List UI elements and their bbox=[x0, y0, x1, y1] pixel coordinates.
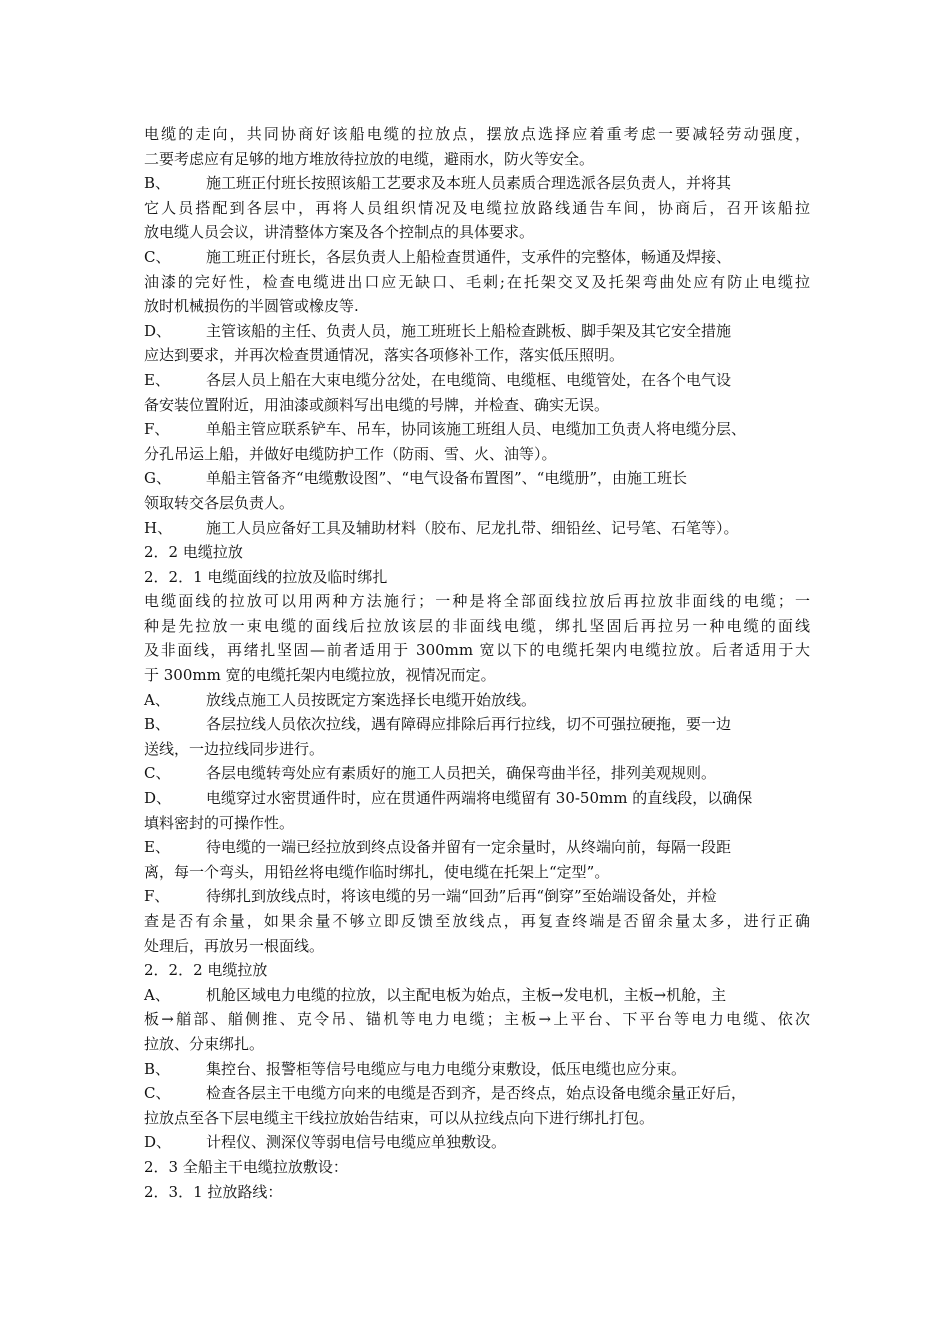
heading-text: 2．3．1 拉放路线： bbox=[144, 1182, 283, 1201]
item-marker: D、 bbox=[144, 789, 172, 808]
text-line bbox=[144, 1106, 810, 1131]
text-line bbox=[144, 196, 810, 221]
text-line bbox=[144, 491, 810, 516]
line-text: 送线，一边拉线同步进行。 bbox=[144, 739, 325, 758]
text-line bbox=[144, 122, 810, 147]
heading-text: 2．2．1 电缆面线的拉放及临时绑扎 bbox=[144, 567, 388, 586]
line-text: 放时机械损伤的半圆管或橡皮等. bbox=[144, 297, 359, 316]
line-text: 二要考虑应有足够的地方堆放待拉放的电缆，避雨水，防火等安全。 bbox=[144, 149, 595, 168]
text-line bbox=[144, 147, 810, 172]
line-text: 检查各层主干电缆方向来的电缆是否到齐，是否终点，始点设备电缆余量正好后， bbox=[206, 1084, 747, 1103]
item-marker: A、 bbox=[144, 690, 170, 709]
item-marker: A、 bbox=[144, 985, 170, 1004]
list-item bbox=[144, 688, 810, 713]
list-item bbox=[144, 1130, 810, 1155]
item-marker: D、 bbox=[144, 321, 172, 340]
line-text: 施工班正付班长，各层负责人上船检查贯通件，支承件的完整体，畅通及焊接、 bbox=[206, 247, 732, 266]
line-text: 单船主管应联系铲车、吊车，协同该施工班组人员、电缆加工负责人将电缆分层、 bbox=[206, 420, 747, 439]
item-marker: B、 bbox=[144, 715, 171, 734]
text-line bbox=[144, 860, 810, 885]
line-text: 机舱区域电力电缆的拉放，以主配电板为始点，主板→发电机，主板→机舱，主 bbox=[206, 985, 727, 1004]
subsection-heading bbox=[144, 1180, 810, 1205]
line-text: 种是先拉放一束电缆的面线后拉放该层的非面线电缆，绑扎坚固后再拉另一种电缆的面线 bbox=[144, 616, 810, 635]
item-marker: B、 bbox=[144, 1059, 171, 1078]
text-line bbox=[144, 811, 810, 836]
line-text: 待绑扎到放线点时，将该电缆的另一端“回劲”后再“倒穿”至始端设备处，并检 bbox=[206, 887, 717, 906]
line-text: 板→艏部、艏侧推、克令吊、锚机等电力电缆；主板→上平台、下平台等电力电缆、依次 bbox=[144, 1010, 810, 1029]
line-text: 主管该船的主任、负责人员，施工班班长上船检查跳板、脚手架及其它安全措施 bbox=[206, 321, 732, 340]
line-text: 电缆面线的拉放可以用两种方法施行；一种是将全部面线拉放后再拉放非面线的电缆；一 bbox=[144, 592, 810, 611]
line-text: 电缆的走向，共同协商好该船电缆的拉放点，摆放点选择应着重考虑一要减轻劳动强度， bbox=[144, 125, 810, 143]
item-marker: E、 bbox=[144, 370, 170, 389]
line-text: 应达到要求，并再次检查贯通情况，落实各项修补工作，落实低压照明。 bbox=[144, 346, 625, 365]
text-line bbox=[144, 393, 810, 418]
line-text: 施工班正付班长按照该船工艺要求及本班人员素质合理选派各层负责人，并将其 bbox=[206, 174, 732, 193]
subsection-heading bbox=[144, 565, 810, 590]
text-line bbox=[144, 934, 810, 959]
text-line bbox=[144, 1007, 810, 1032]
list-item bbox=[144, 516, 810, 541]
line-text: 填料密封的可操作性。 bbox=[144, 813, 295, 832]
list-item bbox=[144, 884, 810, 909]
item-marker: B、 bbox=[144, 174, 171, 193]
line-text: 油漆的完好性，检查电缆进出口应无缺口、毛刺;在托架交叉及托架弯曲处应有防止电缆拉 bbox=[144, 272, 810, 291]
text-line bbox=[144, 614, 810, 639]
heading-text: 2．3 全船主干电缆拉放敷设： bbox=[144, 1157, 348, 1176]
heading-text: 2．2 电缆拉放 bbox=[144, 543, 243, 562]
text-line bbox=[144, 270, 810, 295]
item-marker: G、 bbox=[144, 469, 171, 488]
item-marker: C、 bbox=[144, 764, 171, 783]
text-line bbox=[144, 909, 810, 934]
list-item bbox=[144, 1057, 810, 1082]
line-text: 它人员搭配到各层中，再将人员组织情况及电缆拉放路线通告车间，协商后，召开该船拉 bbox=[144, 198, 810, 217]
item-marker: H、 bbox=[144, 518, 173, 537]
section-heading bbox=[144, 1155, 810, 1180]
line-text: 各层人员上船在大束电缆分岔处，在电缆筒、电缆框、电缆管处，在各个电气设 bbox=[206, 370, 732, 389]
item-marker: D、 bbox=[144, 1133, 172, 1152]
text-line bbox=[144, 737, 810, 762]
line-text: 查是否有余量，如果余量不够立即反馈至放线点，再复查终端是否留余量太多，进行正确 bbox=[144, 912, 810, 930]
line-text: 分孔吊运上船，并做好电缆防护工作（防雨、雪、火、油等）。 bbox=[144, 444, 557, 463]
line-text: 领取转交各层负责人。 bbox=[144, 493, 295, 512]
line-text: 于 300mm 宽的电缆托架内电缆拉放，视情况而定。 bbox=[144, 666, 496, 685]
list-item bbox=[144, 761, 810, 786]
line-text: 放电缆人员会议，讲清整体方案及各个控制点的具体要求。 bbox=[144, 223, 535, 242]
text-line bbox=[144, 1032, 810, 1057]
text-line bbox=[144, 638, 810, 663]
line-text: 放线点施工人员按既定方案选择长电缆开始放线。 bbox=[206, 690, 537, 709]
text-line bbox=[144, 343, 810, 368]
line-text: 施工人员应备好工具及辅助材料（胶布、尼龙扎带、细铅丝、记号笔、石笔等）。 bbox=[206, 518, 739, 537]
line-text: 离，每一个弯头，用铅丝将电缆作临时绑扎，使电缆在托架上“定型”。 bbox=[144, 862, 610, 881]
item-marker: C、 bbox=[144, 247, 171, 266]
line-text: 备安装位置附近，用油漆或颜料写出电缆的号牌，并检查、确实无误。 bbox=[144, 395, 610, 414]
list-item bbox=[144, 1081, 810, 1106]
line-text: 处理后，再放另一根面线。 bbox=[144, 936, 325, 955]
text-line bbox=[144, 442, 810, 467]
item-marker: F、 bbox=[144, 420, 170, 439]
section-heading bbox=[144, 540, 810, 565]
text-line bbox=[144, 663, 810, 688]
list-item bbox=[144, 835, 810, 860]
line-text: 计程仪、测深仪等弱电信号电缆应单独敷设。 bbox=[206, 1133, 507, 1152]
text-line bbox=[144, 589, 810, 614]
line-text: 集控台、报警柜等信号电缆应与电力电缆分束敷设，低压电缆也应分束。 bbox=[206, 1059, 687, 1078]
list-item bbox=[144, 712, 810, 737]
subsection-heading bbox=[144, 958, 810, 983]
list-item bbox=[144, 171, 810, 196]
text-line bbox=[144, 220, 810, 245]
list-item bbox=[144, 786, 810, 811]
list-item bbox=[144, 368, 810, 393]
list-item bbox=[144, 983, 810, 1008]
line-text: 各层拉线人员依次拉线，遇有障碍应排除后再行拉线，切不可强拉硬拖，要一边 bbox=[206, 715, 732, 734]
line-text: 单船主管备齐“电缆敷设图”、“电气设备布置图”、“电缆册”，由施工班长 bbox=[206, 469, 688, 488]
line-text: 拉放、分束绑扎。 bbox=[144, 1034, 265, 1053]
item-marker: E、 bbox=[144, 838, 170, 857]
line-text: 拉放点至各下层电缆主干线拉放始告结束，可以从拉线点向下进行绑扎打包。 bbox=[144, 1108, 655, 1127]
document-body bbox=[144, 122, 810, 1204]
item-marker: C、 bbox=[144, 1084, 171, 1103]
text-line bbox=[144, 294, 810, 319]
list-item bbox=[144, 417, 810, 442]
line-text: 待电缆的一端已经拉放到终点设备并留有一定余量时，从终端向前，每隔一段距 bbox=[206, 838, 732, 857]
list-item bbox=[144, 245, 810, 270]
list-item bbox=[144, 319, 810, 344]
heading-text: 2．2．2 电缆拉放 bbox=[144, 961, 268, 980]
line-text: 各层电缆转弯处应有素质好的施工人员把关，确保弯曲半径，排列美观规则。 bbox=[206, 764, 717, 783]
line-text: 及非面线，再绪扎坚固—前者适用于 300mm 宽以下的电缆托架内电缆拉放。后者适用于大 bbox=[144, 641, 810, 660]
line-text: 电缆穿过水密贯通件时，应在贯通件两端将电缆留有 30-50mm 的直线段，以确保 bbox=[206, 789, 753, 808]
list-item bbox=[144, 466, 810, 491]
item-marker: F、 bbox=[144, 887, 170, 906]
